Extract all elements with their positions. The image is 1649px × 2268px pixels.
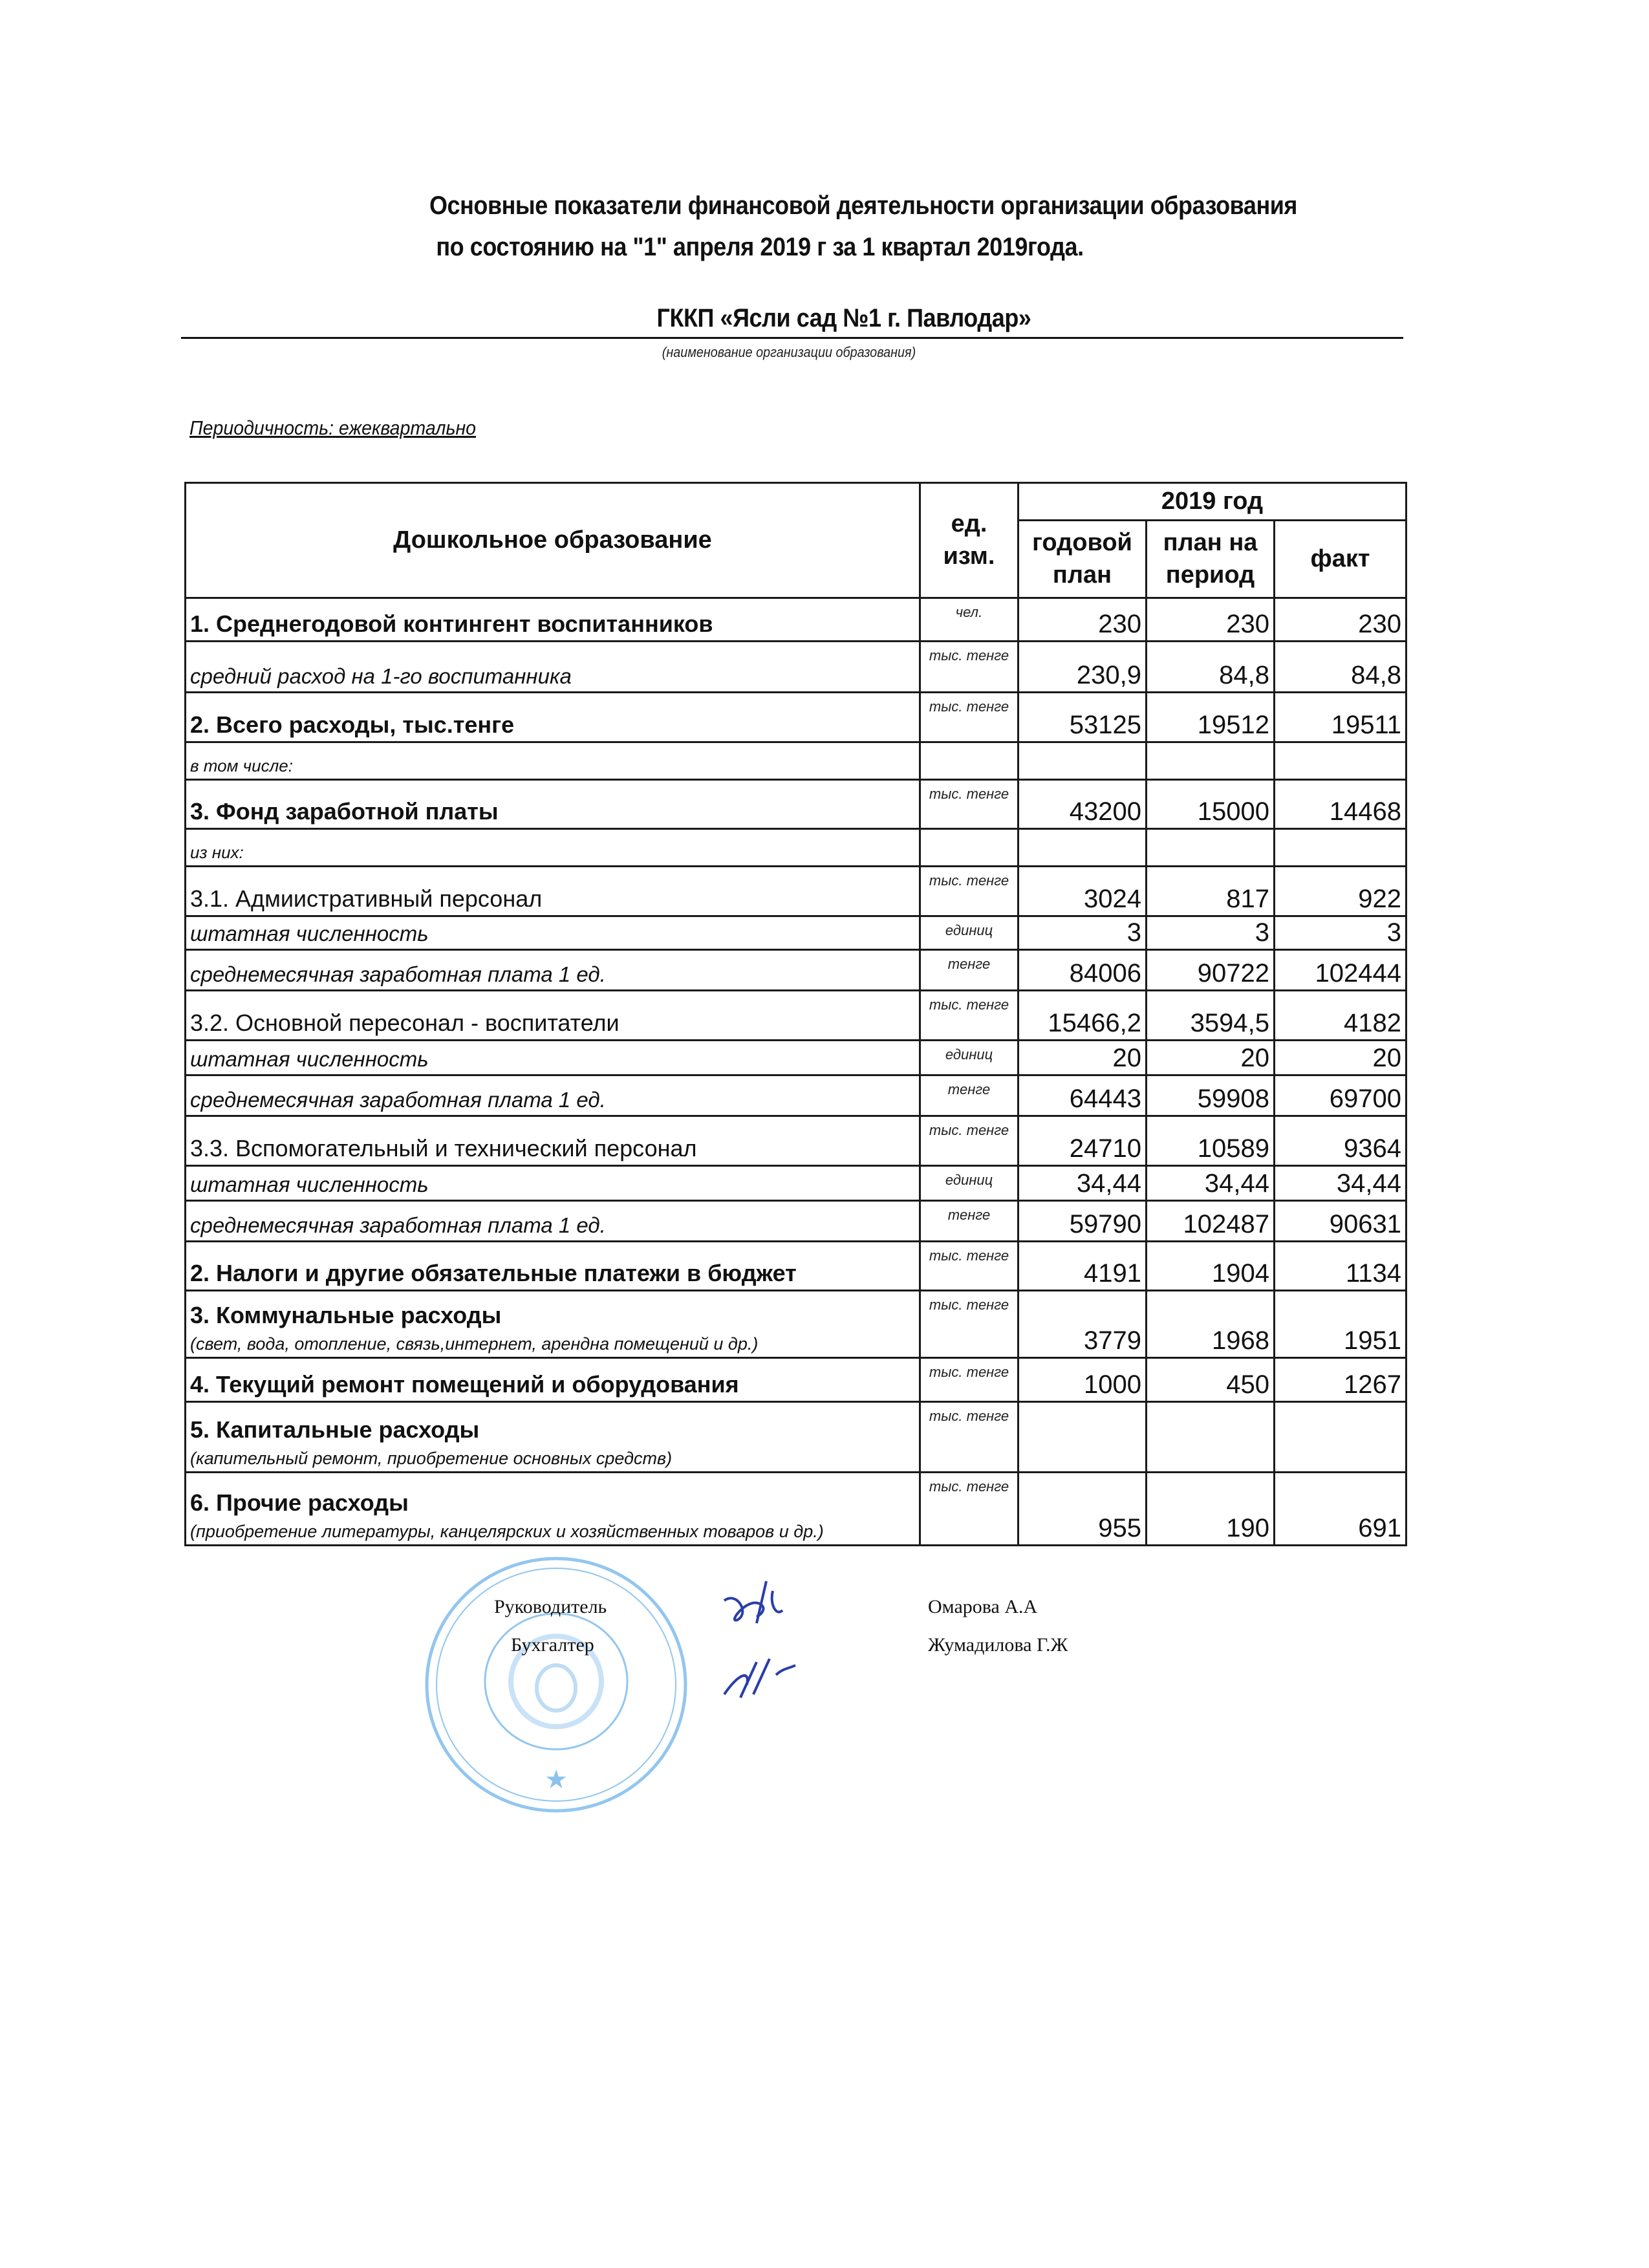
cell-fact: 230 [1275,598,1406,642]
cell-annual-plan: 59790 [1018,1201,1147,1242]
table-row [186,1041,1406,1075]
cell-fact [1275,742,1406,780]
cell-fact: 34,44 [1275,1166,1406,1201]
row-unit: тыс. тенге [920,1242,1018,1291]
cell-annual-plan: 15466,2 [1018,991,1147,1041]
cell-fact: 691 [1275,1473,1406,1546]
row-unit: тыс. тенге [920,867,1018,916]
table-body [186,598,1406,1546]
row-label-text: 1. Среднегодовой контингент воспитанников [190,610,713,637]
row-label [186,1402,920,1473]
row-label-note: (свет, вода, отопление, связь,интернет, арендна помещений и др.) [190,1334,759,1354]
row-label-text: среднемесячная заработная плата 1 ед. [190,1088,606,1112]
row-label [186,598,920,642]
column-header-period-plan: план на период [1147,521,1275,598]
row-label-text: 3. Коммунальные расходы [190,1302,502,1328]
cell-annual-plan: 955 [1018,1473,1147,1546]
cell-fact: 1267 [1275,1358,1406,1402]
column-header-year: 2019 год [1018,483,1406,521]
cell-fact: 3 [1275,916,1406,950]
cell-annual-plan: 3024 [1018,867,1147,916]
table-row [186,950,1406,991]
row-label-text: 6. Прочие расходы [190,1489,409,1516]
table-row [186,780,1406,829]
row-label-text: 3.3. Вспомогательный и технический персонал [190,1135,697,1161]
cell-fact: 922 [1275,867,1406,916]
row-label-text: 2. Налоги и другие обязательные платежи в бюджет [190,1260,797,1286]
cell-period-plan: 59908 [1147,1075,1275,1116]
row-unit: единиц [920,1166,1018,1201]
cell-annual-plan: 84006 [1018,950,1147,991]
cell-annual-plan: 3779 [1018,1291,1147,1358]
cell-fact: 1951 [1275,1291,1406,1358]
row-unit: тыс. тенге [920,780,1018,829]
cell-period-plan: 90722 [1147,950,1275,991]
cell-fact: 14468 [1275,780,1406,829]
row-unit: тыс. тенге [920,1473,1018,1546]
row-label-text: 3.1. Адмиистративный персонал [190,885,543,912]
row-label [186,1116,920,1166]
row-unit: тыс. тенге [920,693,1018,742]
cell-period-plan [1147,829,1275,867]
table-row [186,1116,1406,1166]
cell-annual-plan: 20 [1018,1041,1147,1075]
row-unit: тыс. тенге [920,1116,1018,1166]
table-row [186,1473,1406,1546]
row-unit: тыс. тенге [920,991,1018,1041]
director-signature-icon [711,1578,815,1630]
row-label [186,1291,920,1358]
director-name: Омарова А.А [928,1596,1038,1617]
cell-fact: 20 [1275,1041,1406,1075]
row-unit: тыс. тенге [920,642,1018,693]
cell-period-plan: 3594,5 [1147,991,1275,1041]
row-label [186,642,920,693]
cell-fact [1275,1402,1406,1473]
organization-caption: (наименование организации образования) [662,344,916,360]
table-row [186,991,1406,1041]
table-row [186,1166,1406,1201]
table-row [186,693,1406,742]
row-label-text: 5. Капитальные расходы [190,1416,480,1443]
cell-period-plan: 34,44 [1147,1166,1275,1201]
table-row [186,1242,1406,1291]
cell-annual-plan [1018,829,1147,867]
cell-period-plan: 1904 [1147,1242,1275,1291]
director-role: Руководитель [494,1596,607,1617]
row-label [186,1201,920,1242]
table-row [186,1402,1406,1473]
cell-annual-plan: 230 [1018,598,1147,642]
row-label [186,1473,920,1546]
row-label [186,829,920,867]
periodicity-label: Периодичность: ежеквартально [189,416,477,439]
row-unit: тыс. тенге [920,1358,1018,1402]
cell-period-plan [1147,1402,1275,1473]
cell-annual-plan: 1000 [1018,1358,1147,1402]
document-title-line-1: Основные показатели финансовой деятельности организации образования [429,191,1297,220]
row-label-text: штатная численность [190,1047,429,1071]
row-label [186,950,920,991]
cell-fact: 84,8 [1275,642,1406,693]
row-unit: тенге [920,1201,1018,1242]
cell-period-plan: 1968 [1147,1291,1275,1358]
accountant-name: Жумадилова Г.Ж [928,1634,1068,1656]
cell-annual-plan: 43200 [1018,780,1147,829]
cell-period-plan: 15000 [1147,780,1275,829]
column-header-annual-plan: годовой план [1018,521,1147,598]
table-row [186,867,1406,916]
cell-period-plan: 190 [1147,1473,1275,1546]
cell-annual-plan [1018,1402,1147,1473]
cell-annual-plan: 3 [1018,916,1147,950]
cell-period-plan: 230 [1147,598,1275,642]
cell-period-plan: 450 [1147,1358,1275,1402]
row-label [186,1166,920,1201]
cell-period-plan: 20 [1147,1041,1275,1075]
cell-fact [1275,829,1406,867]
row-label-text: 3.2. Основной пересонал - воспитатели [190,1010,620,1036]
row-label-note: (приобретение литературы, канцелярских и хозяйственных товаров и др.) [190,1522,824,1541]
financial-indicators-table [184,482,1407,1546]
cell-period-plan: 19512 [1147,693,1275,742]
row-label [186,742,920,780]
row-unit: тенге [920,950,1018,991]
svg-text:★: ★ [544,1765,568,1795]
row-unit [920,742,1018,780]
cell-fact: 9364 [1275,1116,1406,1166]
official-seal-icon [414,1549,698,1820]
row-label [186,1358,920,1402]
row-unit [920,829,1018,867]
table-row [186,1358,1406,1402]
cell-period-plan: 102487 [1147,1201,1275,1242]
row-label [186,1242,920,1291]
row-label-text: среднемесячная заработная плата 1 ед. [190,962,606,986]
row-label [186,1041,920,1075]
table-row [186,1291,1406,1358]
table-row [186,1201,1406,1242]
cell-annual-plan: 34,44 [1018,1166,1147,1201]
row-label [186,916,920,950]
cell-fact: 90631 [1275,1201,1406,1242]
cell-annual-plan: 53125 [1018,693,1147,742]
row-label-text: штатная численность [190,922,429,945]
row-label [186,1075,920,1116]
row-label-text: среднемесячная заработная плата 1 ед. [190,1213,606,1237]
cell-period-plan: 84,8 [1147,642,1275,693]
accountant-signature-icon [711,1649,815,1701]
cell-annual-plan: 4191 [1018,1242,1147,1291]
table-row [186,829,1406,867]
row-unit: чел. [920,598,1018,642]
row-label-text: 4. Текущий ремонт помещений и оборудования [190,1371,739,1398]
table-row [186,742,1406,780]
column-header-unit: ед. изм. [920,483,1018,598]
cell-fact: 19511 [1275,693,1406,742]
row-label-text: из них: [190,843,244,862]
row-label-text: 2. Всего расходы, тыс.тенге [190,711,515,738]
row-label [186,780,920,829]
row-label-text: в том числе: [190,756,293,775]
cell-annual-plan: 24710 [1018,1116,1147,1166]
column-header-label: Дошкольное образование [186,483,920,598]
row-label-note: (капительный ремонт, приобретение основных средств) [190,1449,673,1468]
accountant-role: Бухгалтер [511,1634,594,1656]
cell-fact: 1134 [1275,1242,1406,1291]
cell-annual-plan: 230,9 [1018,642,1147,693]
row-label [186,867,920,916]
cell-period-plan: 3 [1147,916,1275,950]
row-unit: тыс. тенге [920,1291,1018,1358]
row-label-text: средний расход на 1-го воспитанника [190,664,572,688]
table-row [186,598,1406,642]
row-label [186,693,920,742]
organization-underline [181,337,1403,339]
cell-fact: 102444 [1275,950,1406,991]
row-label-text: 3. Фонд заработной платы [190,798,499,825]
table-row [186,642,1406,693]
row-unit: единиц [920,916,1018,950]
row-unit: тенге [920,1075,1018,1116]
cell-fact: 69700 [1275,1075,1406,1116]
organization-name: ГККП «Ясли сад №1 г. Павлодар» [656,304,1031,332]
row-unit: тыс. тенге [920,1402,1018,1473]
row-unit: единиц [920,1041,1018,1075]
row-label-text: штатная численность [190,1172,429,1196]
column-header-fact: факт [1275,521,1406,598]
table-row [186,1075,1406,1116]
table-row [186,916,1406,950]
document-title-line-2: по состоянию на "1" апреля 2019 г за 1 квартал 2019года. [436,233,1084,261]
cell-period-plan: 817 [1147,867,1275,916]
cell-period-plan: 10589 [1147,1116,1275,1166]
row-label [186,991,920,1041]
cell-annual-plan: 64443 [1018,1075,1147,1116]
cell-fact: 4182 [1275,991,1406,1041]
cell-period-plan [1147,742,1275,780]
cell-annual-plan [1018,742,1147,780]
